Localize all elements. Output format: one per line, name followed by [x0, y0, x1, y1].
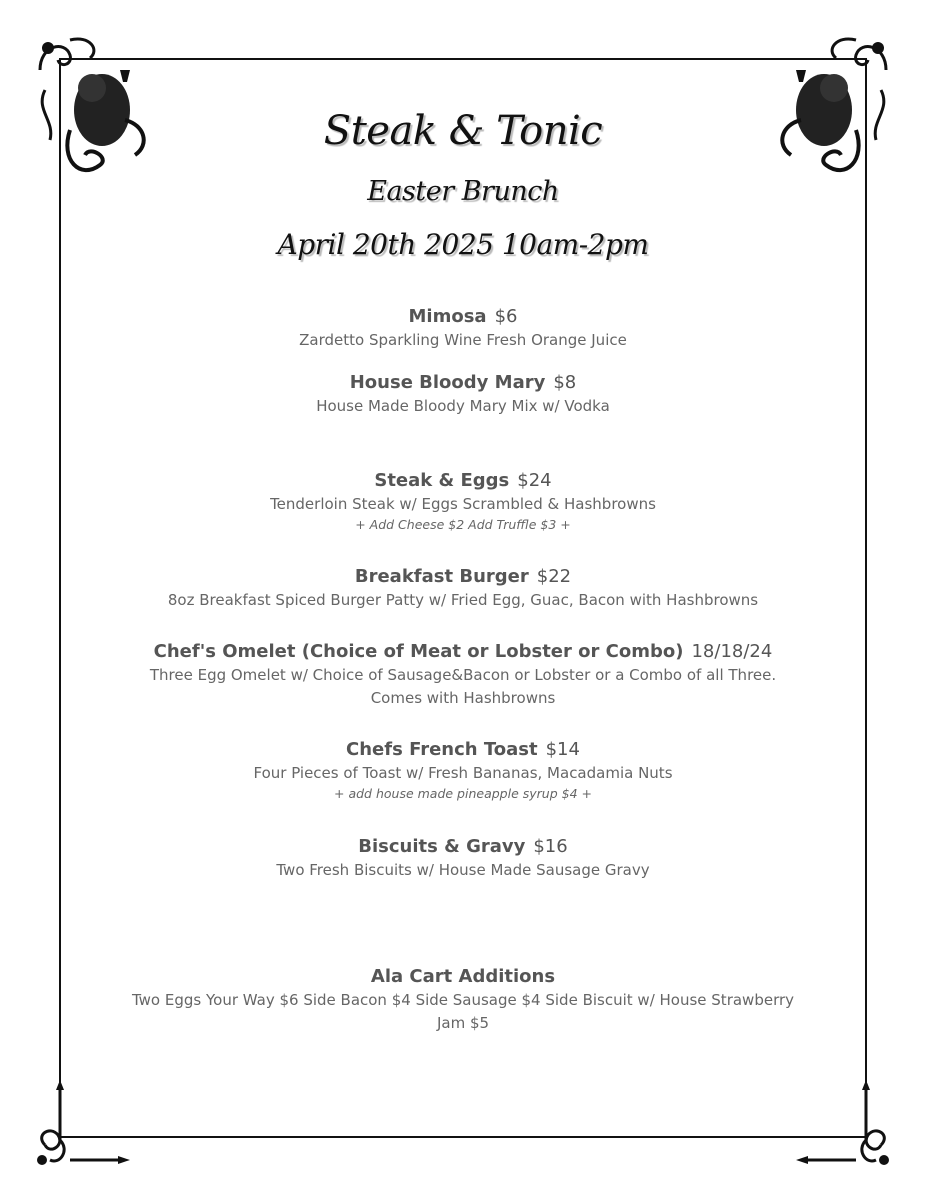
- menu-item-chefs-omelet: [0, 641, 926, 710]
- item-price: 18/18/24: [691, 641, 773, 662]
- item-name: Chef's Omelet (Choice of Meat or Lobster or Combo): [153, 641, 684, 662]
- item-price: $6: [494, 306, 518, 327]
- scroll-corner-ornament-bottom-right: [796, 1080, 896, 1170]
- item-description: Three Egg Omelet w/ Choice of Sausage&Bacon or Lobster or a Combo of all Three.: [149, 666, 777, 684]
- item-name: House Bloody Mary: [349, 372, 546, 393]
- scroll-corner-ornament-bottom-left: [30, 1080, 130, 1170]
- menu-section-ala-cart: [0, 966, 926, 1035]
- item-description: Tenderloin Steak w/ Eggs Scrambled & Hashbrowns: [270, 495, 656, 513]
- item-price: $22: [536, 566, 572, 587]
- item-description-line-2: Comes with Hashbrowns: [370, 689, 556, 707]
- item-name: Biscuits & Gravy: [358, 836, 526, 857]
- menu-item-mimosa: [0, 306, 926, 352]
- item-description: House Made Bloody Mary Mix w/ Vodka: [316, 397, 610, 415]
- event-title: Easter Brunch: [367, 176, 559, 207]
- item-addon-note: + add house made pineapple syrup $4 +: [334, 786, 592, 801]
- item-description: Zardetto Sparkling Wine Fresh Orange Juice: [299, 331, 627, 349]
- item-name: Mimosa: [408, 306, 487, 327]
- item-price: $14: [545, 739, 580, 760]
- menu-item-breakfast-burger: [0, 566, 926, 612]
- item-name: Breakfast Burger: [354, 566, 529, 587]
- item-price: $24: [517, 470, 552, 491]
- section-description-line-2: Jam $5: [436, 1014, 490, 1032]
- menu-item-biscuits-gravy: [0, 836, 926, 882]
- item-price: $16: [533, 836, 568, 857]
- menu-item-bloody-mary: [0, 372, 926, 418]
- item-price: $8: [553, 372, 577, 393]
- item-addon-note: + Add Cheese $2 Add Truffle $3 +: [355, 517, 571, 532]
- item-description: Four Pieces of Toast w/ Fresh Bananas, Macadamia Nuts: [253, 764, 673, 782]
- menu-item-french-toast: [0, 739, 926, 801]
- restaurant-name: Steak & Tonic: [323, 108, 603, 154]
- item-name: Steak & Eggs: [374, 470, 510, 491]
- item-description: Two Fresh Biscuits w/ House Made Sausage Gravy: [276, 861, 650, 879]
- item-name: Chefs French Toast: [346, 739, 538, 760]
- item-description: 8oz Breakfast Spiced Burger Patty w/ Fried Egg, Guac, Bacon with Hashbrowns: [167, 591, 759, 609]
- event-date-time: April 20th 2025 10am-2pm: [277, 228, 649, 261]
- section-description: Two Eggs Your Way $6 Side Bacon $4 Side Sausage $4 Side Biscuit w/ House Strawberry: [131, 991, 795, 1009]
- section-heading: Ala Cart Additions: [370, 966, 556, 987]
- menu-item-steak-eggs: [0, 470, 926, 532]
